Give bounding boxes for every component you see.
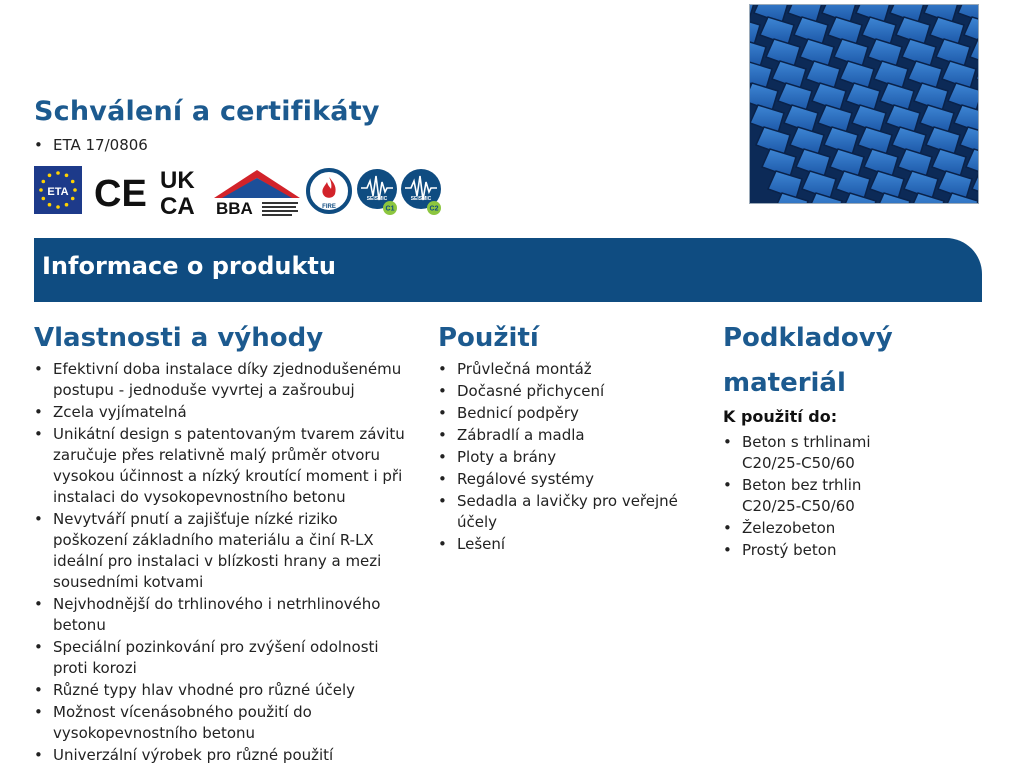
list-item: • Železobeton: [723, 518, 923, 539]
eu-star: [56, 171, 60, 175]
eu-star: [42, 180, 46, 184]
svg-text:FIRE: FIRE: [322, 204, 336, 210]
eta-logo: [34, 166, 82, 214]
stadium-seats-photo: [749, 4, 979, 204]
eu-star: [48, 174, 52, 178]
eu-star: [65, 203, 69, 207]
list-item: • Beton s trhlinami C20/25-C50/60: [723, 432, 923, 474]
features-list: [34, 359, 406, 767]
substrate-title: Podkladový materiál: [723, 323, 893, 398]
list-item: • Regálové systémy: [438, 469, 700, 490]
svg-text:ETA: ETA: [47, 186, 69, 198]
ukca-logo: [158, 166, 210, 216]
banner-title: Informace o produktu: [42, 252, 336, 280]
eu-star: [65, 174, 69, 178]
list-item: • Ploty a brány: [438, 447, 700, 468]
list-item: • Nejvhodnější do trhlinového i netrhlinového betonu: [34, 594, 406, 636]
svg-text:CE: CE: [94, 173, 147, 212]
list-item: • Zábradlí a madla: [438, 425, 700, 446]
list-item: • Průvlečná montáž: [438, 359, 700, 380]
svg-text:UK: UK: [160, 167, 195, 194]
svg-text:BBA: BBA: [216, 199, 253, 218]
svg-text:C2: C2: [429, 205, 439, 213]
certifications-list: [34, 135, 148, 155]
eu-star: [39, 188, 43, 192]
list-item: • Unikátní design s patentovaným tvarem závitu zaručuje přes relativně malý průměr otvoru vysokou účinnost a nízký kroutící moment i při instalaci do vysokopevnostního betonu: [34, 424, 406, 508]
substrate-subtitle: K použití do:: [723, 407, 838, 426]
eu-star: [56, 205, 60, 209]
list-item: • Sedadla a lavičky pro veřejné účely: [438, 491, 700, 533]
eu-star: [71, 180, 75, 184]
list-item: • Lešení: [438, 534, 700, 555]
list-item: • Zcela vyjímatelná: [34, 402, 406, 423]
list-item: • Dočasné přichycení: [438, 381, 700, 402]
eu-star: [71, 197, 75, 201]
eu-star: [42, 197, 46, 201]
list-item: • Různé typy hlav vhodné pro různé účely: [34, 680, 406, 701]
list-item: • ETA 17/0806: [34, 135, 148, 155]
list-item: • Speciální pozinkování pro zvýšení odolnosti proti korozi: [34, 637, 406, 679]
usage-title: Použití: [438, 323, 539, 353]
usage-list: [438, 359, 700, 556]
seat-shape: [978, 193, 979, 204]
seismic-c1-icon: [356, 168, 402, 218]
svg-text:SEISMIC: SEISMIC: [410, 196, 432, 202]
bba-logo: [212, 166, 302, 218]
list-item: • Bednicí podpěry: [438, 403, 700, 424]
svg-text:SEISMIC: SEISMIC: [366, 196, 388, 202]
features-title: Vlastnosti a výhody: [34, 323, 324, 353]
product-info-banner: [34, 238, 982, 302]
certifications-title: Schválení a certifikáty: [34, 96, 380, 127]
substrate-list: [723, 432, 923, 562]
list-item: • Nevytváří pnutí a zajišťuje nízké riziko poškození základního materiálu a činí R-LX ideální pro instalaci v blízkosti hrany a mezi sousedními kotvami: [34, 509, 406, 593]
eu-star: [48, 203, 52, 207]
seismic-c2-icon: [400, 168, 446, 218]
list-item: • Efektivní doba instalace díky zjednodušenému postupu - jednoduše vyvrtej a zašroubuj: [34, 359, 406, 401]
list-item: • Možnost vícenásobného použití do vysokopevnostního betonu: [34, 702, 406, 744]
svg-text:C1: C1: [385, 205, 395, 213]
list-item: • Prostý beton: [723, 540, 923, 561]
list-item: • Beton bez trhlin C20/25-C50/60: [723, 475, 923, 517]
ce-mark-logo: [94, 172, 148, 212]
eu-star: [73, 188, 77, 192]
svg-text:CA: CA: [160, 193, 195, 216]
fire-icon: [306, 168, 352, 214]
list-item: • Univerzální výrobek pro různé použití: [34, 745, 406, 766]
